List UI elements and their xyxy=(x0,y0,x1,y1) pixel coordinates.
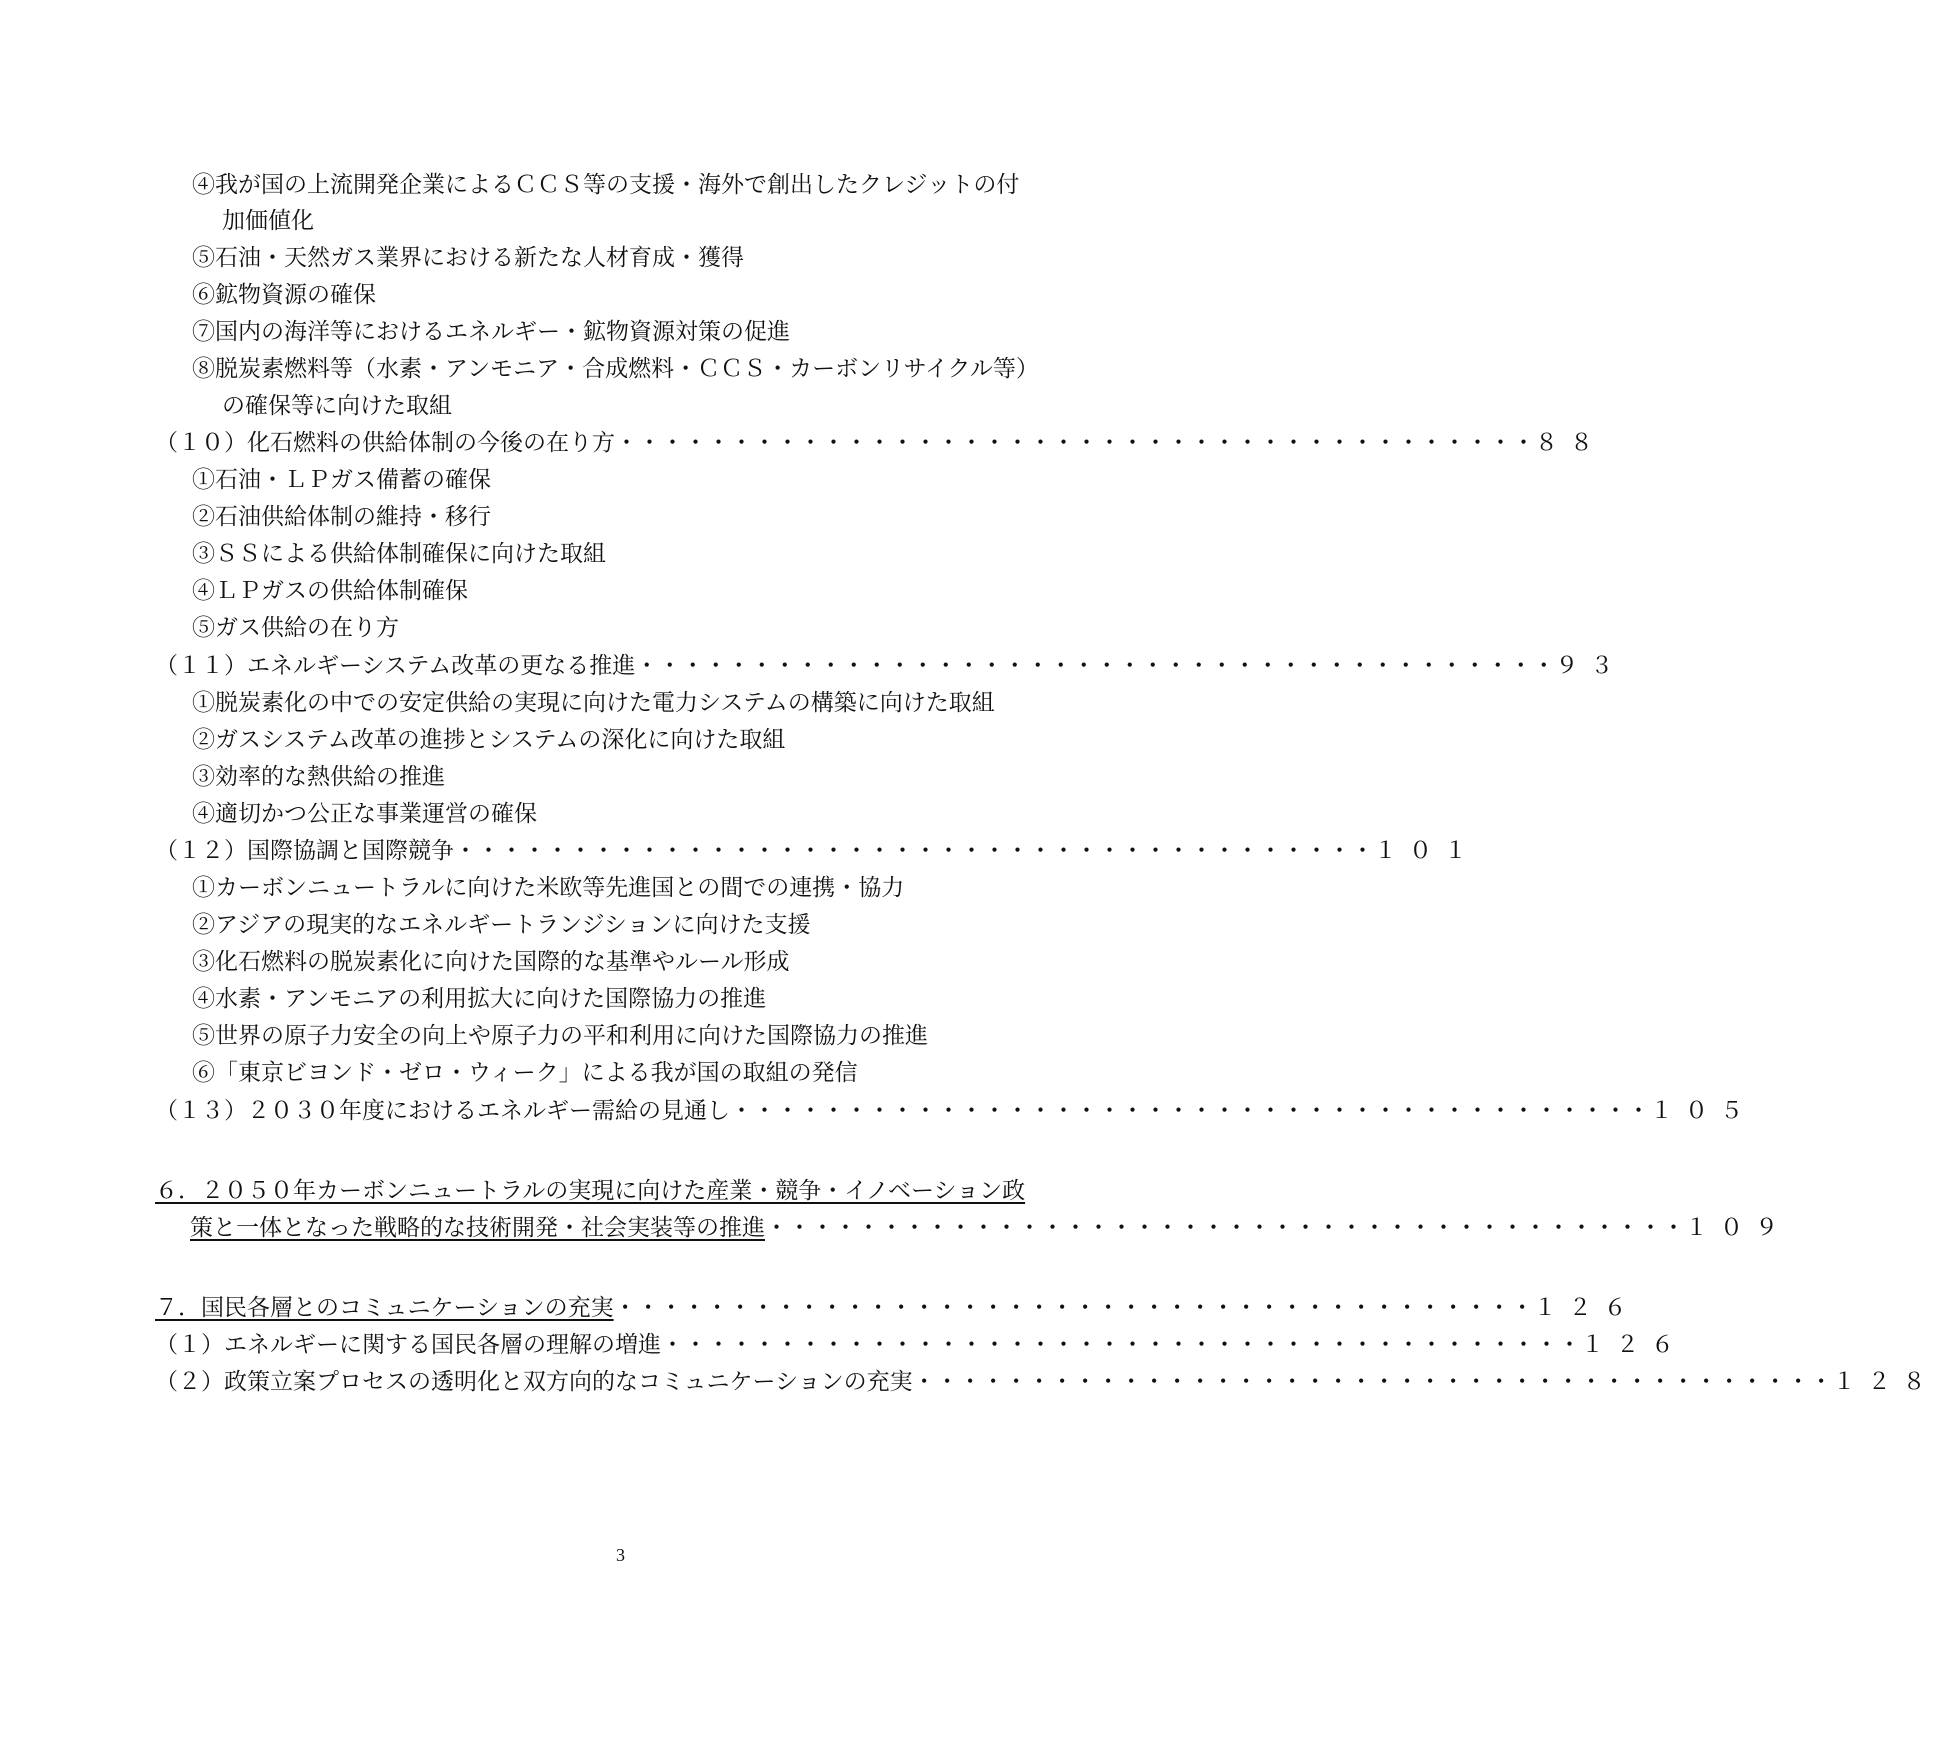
toc-page-number: １２６ xyxy=(1533,1295,1639,1321)
toc-section-title: （１３）２０３０年度におけるエネルギー需給の見通し xyxy=(155,1098,730,1124)
toc-subitem: ⑦国内の海洋等におけるエネルギー・鉱物資源対策の促進 xyxy=(192,319,790,345)
toc-subitem: ⑤ガス供給の在り方 xyxy=(192,615,399,641)
toc-subitem: ①石油・ＬＰガス備蓄の確保 xyxy=(192,467,491,493)
toc-leader-dots: ・・・・・・・・・・・・・・・・・・・・・・・・・・・・・・・・・・・・・・・・ xyxy=(661,1332,1581,1358)
toc-section-entry xyxy=(155,428,1605,458)
toc-subitem: ④ＬＰガスの供給体制確保 xyxy=(192,578,468,604)
toc-subitem: ③化石燃料の脱炭素化に向けた国際的な基準やルール形成 xyxy=(192,949,790,975)
toc-subitem: ⑤石油・天然ガス業界における新たな人材育成・獲得 xyxy=(192,245,744,271)
toc-section-entry xyxy=(155,836,1479,866)
toc-leader-dots: ・・・・・・・・・・・・・・・・・・・・・・・・・・・・・・・・・・・・・・・・ xyxy=(730,1098,1650,1124)
toc-subitem: ③効率的な熱供給の推進 xyxy=(192,764,445,790)
toc-subitem-continuation: の確保等に向けた取組 xyxy=(222,393,452,419)
toc-subitem: ③ＳＳによる供給体制確保に向けた取組 xyxy=(192,541,606,567)
toc-page-number: １０１ xyxy=(1374,838,1479,864)
toc-subitem: ④水素・アンモニアの利用拡大に向けた国際協力の推進 xyxy=(192,986,767,1012)
toc-leader-dots: ・・・・・・・・・・・・・・・・・・・・・・・・・・・・・・・・・・・・・・・・ xyxy=(613,1295,1534,1321)
toc-chapter-title-continuation: 策と一体となった戦略的な技術開発・社会実装等の推進 xyxy=(190,1215,765,1241)
toc-leader-dots: ・・・・・・・・・・・・・・・・・・・・・・・・・・・・・・・・・・・・・・・・ xyxy=(765,1215,1685,1241)
toc-leader-dots: ・・・・・・・・・・・・・・・・・・・・・・・・・・・・・・・・・・・・・・・・ xyxy=(912,1369,1833,1395)
toc-leader-dots: ・・・・・・・・・・・・・・・・・・・・・・・・・・・・・・・・・・・・・・・・ xyxy=(454,838,1374,864)
toc-subitem: ④我が国の上流開発企業によるＣＣＳ等の支援・海外で創出したクレジットの付 xyxy=(192,172,1020,198)
toc-section-title: （１２）国際協調と国際競争 xyxy=(155,838,454,864)
toc-subitem-continuation: 加価値化 xyxy=(222,208,314,234)
toc-subitem: ⑤世界の原子力安全の向上や原子力の平和利用に向けた国際協力の推進 xyxy=(192,1023,928,1049)
toc-section-title: （１０）化石燃料の供給体制の今後の在り方 xyxy=(155,430,615,456)
toc-section-entry xyxy=(155,1330,1686,1360)
toc-chapter-entry xyxy=(190,1213,1790,1243)
toc-subitem: ⑧脱炭素燃料等（水素・アンモニア・合成燃料・ＣＣＳ・カーボンリサイクル等） xyxy=(192,356,1039,382)
toc-section-entry xyxy=(155,651,1626,681)
toc-section-title: （１１）エネルギーシステム改革の更なる推進 xyxy=(155,653,636,679)
toc-chapter-heading xyxy=(155,1176,1025,1206)
toc-section-title: （１）エネルギーに関する国民各層の理解の増進 xyxy=(155,1332,661,1358)
toc-page-number: １２６ xyxy=(1581,1332,1686,1358)
toc-subitem: ⑥「東京ビヨンド・ゼロ・ウィーク」による我が国の取組の発信 xyxy=(192,1060,858,1086)
toc-page-number: １０９ xyxy=(1685,1215,1790,1241)
toc-section-entry xyxy=(155,1367,1938,1397)
toc-page-number: １２８ xyxy=(1832,1369,1938,1395)
toc-subitem: ②石油供給体制の維持・移行 xyxy=(192,504,491,530)
toc-subitem: ①カーボンニュートラルに向けた米欧等先進国との間での連携・協力 xyxy=(192,875,905,901)
toc-subitem: ②ガスシステム改革の進捗とシステムの深化に向けた取組 xyxy=(192,727,786,753)
toc-leader-dots: ・・・・・・・・・・・・・・・・・・・・・・・・・・・・・・・・・・・・・・・・ xyxy=(635,653,1556,679)
toc-subitem: ①脱炭素化の中での安定供給の実現に向けた電力システムの構築に向けた取組 xyxy=(192,690,995,716)
toc-subitem: ②アジアの現実的なエネルギートランジションに向けた支援 xyxy=(192,912,811,938)
toc-page-number: ９３ xyxy=(1555,653,1626,679)
toc-subitem: ④適切かつ公正な事業運営の確保 xyxy=(192,801,537,827)
toc-page-number: ８８ xyxy=(1535,430,1605,456)
toc-subitem: ⑥鉱物資源の確保 xyxy=(192,282,376,308)
toc-chapter-entry xyxy=(155,1293,1639,1323)
page-number: 3 xyxy=(616,1545,625,1565)
toc-leader-dots: ・・・・・・・・・・・・・・・・・・・・・・・・・・・・・・・・・・・・・・・・ xyxy=(615,430,1535,456)
toc-section-entry xyxy=(155,1096,1755,1126)
toc-page-number: １０５ xyxy=(1650,1098,1755,1124)
toc-chapter-title: ６．２０５０年カーボンニュートラルの実現に向けた産業・競争・イノベーション政 xyxy=(155,1178,1026,1204)
toc-section-title: （２）政策立案プロセスの透明化と双方向的なコミュニケーションの充実 xyxy=(155,1369,913,1395)
toc-chapter-title: ７．国民各層とのコミュニケーションの充実 xyxy=(155,1295,614,1321)
